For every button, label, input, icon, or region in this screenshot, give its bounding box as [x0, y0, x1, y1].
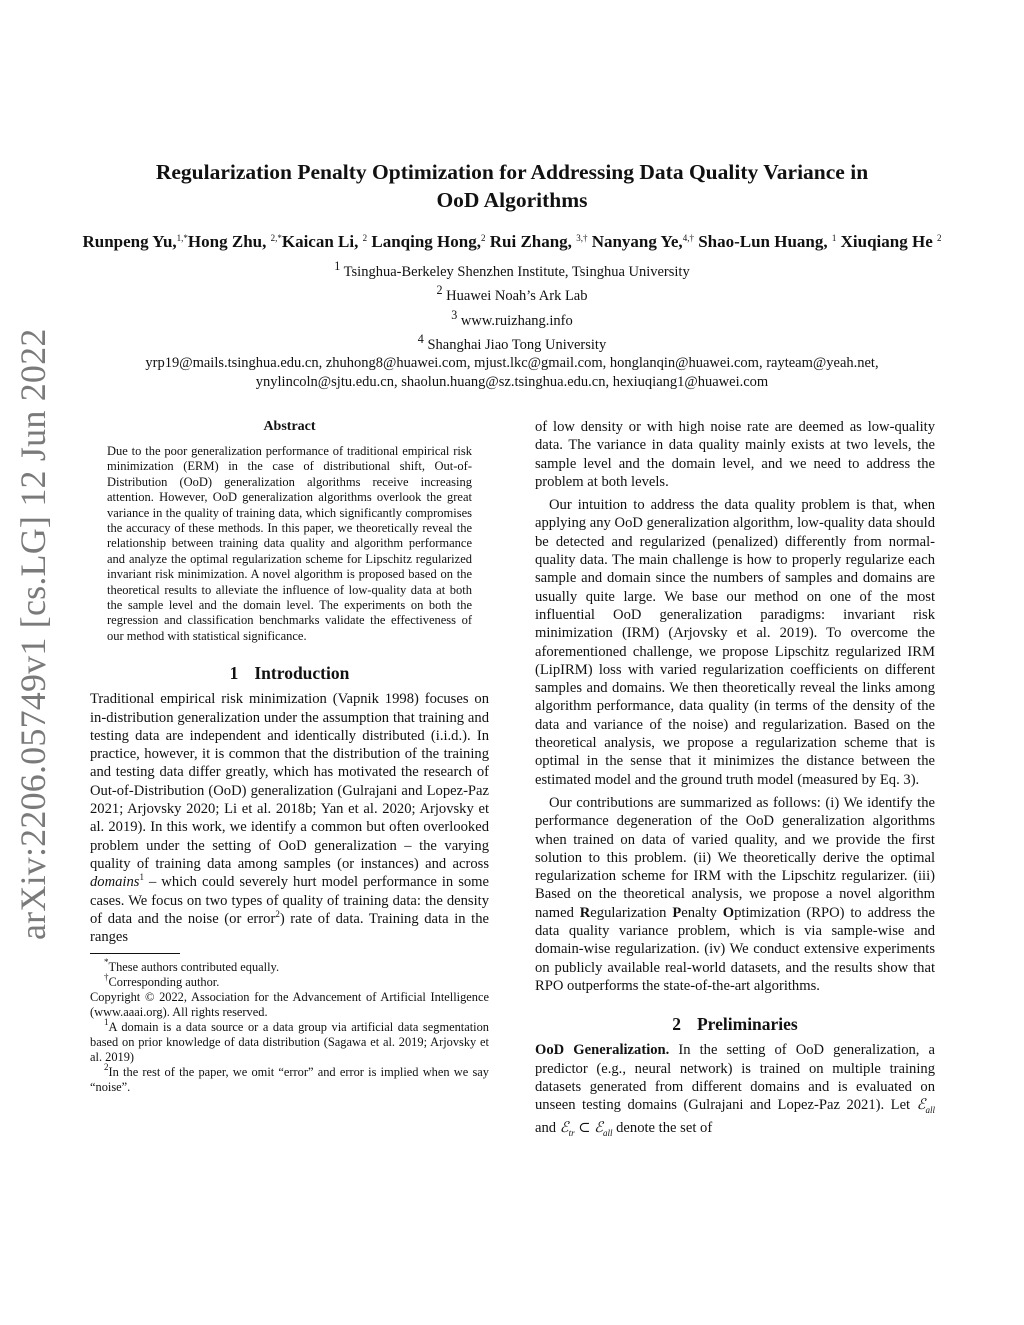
paper-title	[80, 158, 944, 214]
footnote-text: In the rest of the paper, we omit “error” and error is implied when we say “noise”.	[90, 1065, 489, 1095]
footnote-ref: 1	[139, 872, 144, 883]
affiliation	[80, 281, 944, 305]
bold-letter: O	[722, 904, 735, 921]
author-affil-mark: 4,†	[682, 233, 694, 243]
paragraph-text: ptimization (RPO) to address the data quality variance problem, which is via sample-wise and domain-wise regularization. (iv) We conduct extensive experiments on publicly available real-world datasets, and the results show that RPO outperforms the state-of-the-art algorithms.	[535, 904, 935, 994]
abstract-heading: Abstract	[263, 419, 316, 434]
title-line-1: Regularization Penalty Optimization for Addressing Data Quality Variance in	[155, 160, 869, 184]
bold-letter: R	[579, 904, 591, 921]
section-title: Introduction	[254, 663, 350, 684]
paragraph-text: enalty	[681, 904, 723, 921]
paragraph-heading: OoD Generalization.	[535, 1042, 670, 1059]
paragraph: Our intuition to address the data quality problem is that, when applying any OoD generalization algorithm, low-quality data should be detected and regularized (penalized) differently from normal-quality data. The main challenge is how to properly regularize each sample and domain since the numbers of samples and domains are usually quite large. We base our method on one of the most influential OoD generalization paradigms: invariant risk minimization (IRM) (Arjovsky et al. 2019). To overcome the aforementioned challenge, we propose Lipschitz regularized IRM (LipIRM) loss with varied regularization coefficients on different samples and domains. We then theoretically reveal the links among algorithm performance, data quality (in terms of the density of the data and variance of the noise) and regularization. Based on the theoretical analysis, we propose a regularization scheme that is optimal in the sense that it minimizes the distance between the estimated model and the ground truth model (measured by Eq. 3).	[535, 497, 935, 788]
ood-paragraph	[535, 1041, 935, 1142]
arxiv-identifier: arXiv:2206.05749v1 [cs.LG] 12 Jun 2022	[13, 328, 53, 940]
footnote-text: These authors contributed equally.	[108, 960, 280, 975]
author-affil-mark: 1	[831, 233, 837, 243]
math-operator: ⊂	[574, 1120, 595, 1137]
email-line-1: yrp19@mails.tsinghua.edu.cn, zhuhong8@huawei.com, mjust.lkc@gmail.com, honglanqin@huawei.com, rayteam@yeah.net,	[145, 355, 879, 372]
author: Runpeng Yu,	[82, 232, 177, 251]
author: Hong Zhu,	[187, 232, 271, 251]
math-subscript: all	[925, 1105, 935, 1115]
footnote-mark: 1	[104, 1017, 109, 1028]
contributions-paragraph	[535, 794, 935, 995]
footnote-equal-contribution	[90, 957, 489, 975]
footnote-divider	[90, 953, 180, 954]
footnote-mark: †	[104, 972, 109, 983]
affil-number: 4	[417, 331, 424, 346]
author: Shao-Lun Huang,	[693, 232, 832, 251]
author-list	[80, 230, 944, 253]
paragraph-text: Our contributions are summarized as follows: (i) We identify the performance degeneration of the OoD generalization algorithms when trained on data of varied quality, and we provide the first solution to this problem. (ii) We theoretically derive the optimal regularization scheme for IRM with the Lipschitz regularizer. (iii) Based on the theoretical analysis, we propose a novel algorithm named	[535, 794, 935, 921]
section-title: Preliminaries	[696, 1014, 798, 1035]
domains-term: domains	[90, 874, 140, 891]
intro-text: – which could severely hurt model performance in some cases. We focus on two types of quality of training data: the density of data and the noise (or error	[90, 874, 489, 927]
math-symbol: ℰ	[559, 1120, 569, 1137]
paragraph-text: and	[535, 1120, 560, 1137]
footnote-mark: 2	[104, 1062, 109, 1073]
math-symbol: ℰ	[916, 1097, 926, 1114]
bold-letter: P	[672, 904, 682, 921]
footnote-mark: *	[104, 957, 109, 968]
right-column	[535, 418, 935, 1143]
author: Lanqing Hong,	[367, 232, 481, 251]
paragraph-text: egularization	[590, 904, 673, 921]
paragraph-text: In the setting of OoD generalization, a predictor (e.g., neural network) is trained on multiple training datasets generated from different domains and is evaluated on unseen testing domains (Gulrajani and Lopez-Paz 2021). Let	[535, 1042, 935, 1114]
author: Nanyang Ye,	[587, 232, 683, 251]
section-heading-preliminaries	[535, 1013, 935, 1035]
intro-text: ) rate of data. Training data in the ranges	[90, 910, 490, 946]
affiliation	[80, 306, 944, 330]
author-affil-mark: 3,†	[576, 233, 588, 243]
footnote-domain	[90, 1017, 489, 1065]
affil-text: Tsinghua-Berkeley Shenzhen Institute, Tsinghua University	[340, 263, 690, 280]
paper-header	[80, 158, 944, 391]
abstract-text: Due to the poor generalization performance of traditional empirical risk minimization (ERM) in the case of distributional shift, Out-of-Distribution (OoD) generalization algorithms receive increasing attention. However, OoD generalization algorithms overlook the great variance in the quality of training data, which significantly compromises the accuracy of these methods. In this paper, we theoretically reveal the relationship between training data quality and algorithm performance and analyze the optimal regularization scheme for Lipschitz regularized invariant risk minimization. A novel algorithm is proposed based on the theoretical results to alleviate the influence of low-quality data at both the sample level and the domain level. The experiments on both the regression and classification benchmarks validate the effectiveness of our method with statistical significance.	[107, 444, 472, 643]
paragraph: of low density or with high noise rate are deemed as low-quality data. The variance in data quality mainly exists at two levels, the sample level and the domain level, and we need to address the problem at both levels.	[535, 419, 935, 490]
paragraph-text: denote the set of	[612, 1120, 713, 1137]
email-list	[80, 354, 944, 391]
author: Xiuqiang He	[836, 232, 937, 251]
affiliation-list	[80, 257, 944, 354]
math-subscript: all	[602, 1128, 613, 1139]
affil-text: Huawei Noah’s Ark Lab	[442, 288, 588, 305]
footnote-corresponding	[90, 972, 489, 990]
math-symbol: ℰ	[594, 1120, 603, 1137]
section-number: 1	[229, 663, 239, 684]
intro-paragraph	[90, 690, 489, 946]
author-affil-mark: 2	[937, 233, 942, 243]
author-affil-mark: 2,*	[270, 233, 282, 243]
intro-text: Traditional empirical risk minimization (Vapnik 1998) focuses on in-distribution generalization under the assumption that training and testing data are independent and identically distributed (i.i.d.). In practice, however, it is common that the distribution of the training and testing data differ greatly, which has motivated the research of Out-of-Distribution (OoD) generalization (Gulrajani and Lopez-Paz 2021; Arjovsky 2020; Li et al. 2018b; Yan et al. 2020; Arjovsky et al. 2019). In this work, we identify a common but often overlooked problem under the setting of OoD generalization – the varying quality of training data among samples (or instances) and across	[90, 691, 489, 872]
author-affil-mark: 2	[362, 233, 368, 243]
footnote-noise	[90, 1062, 489, 1095]
affil-number: 1	[334, 259, 341, 273]
affil-text: Shanghai Jiao Tong University	[423, 336, 607, 353]
affil-text: www.ruizhang.info	[457, 312, 573, 329]
affil-number: 3	[451, 307, 458, 322]
left-column	[90, 418, 489, 1095]
affil-number: 2	[436, 283, 443, 298]
section-heading-introduction	[90, 662, 489, 684]
author: Kaican Li,	[281, 232, 363, 251]
math-subscript: tr	[568, 1128, 575, 1139]
author-affil-mark: 2	[480, 233, 486, 243]
affiliation	[80, 257, 944, 281]
footnote-ref: 2	[275, 908, 280, 919]
email-line-2: ynylincoln@sjtu.edu.cn, shaolun.huang@sz.tsinghua.edu.cn, hexiuqiang1@huawei.com	[255, 373, 769, 390]
author: Rui Zhang,	[485, 232, 577, 251]
footnote-text: Corresponding author.	[108, 975, 220, 990]
section-number: 2	[672, 1014, 681, 1035]
author-affil-mark: 1,*	[176, 233, 188, 243]
title-line-2: OoD Algorithms	[436, 188, 588, 212]
affiliation	[80, 330, 944, 354]
copyright-notice: Copyright © 2022, Association for the Advancement of Artificial Intelligence (www.aaai.org). All rights reserved.	[90, 990, 489, 1020]
footnote-text: A domain is a data source or a data group via artificial data segmentation based on prior knowledge of data distribution (Sagawa et al. 2019; Arjovsky et al. 2019)	[90, 1020, 489, 1065]
